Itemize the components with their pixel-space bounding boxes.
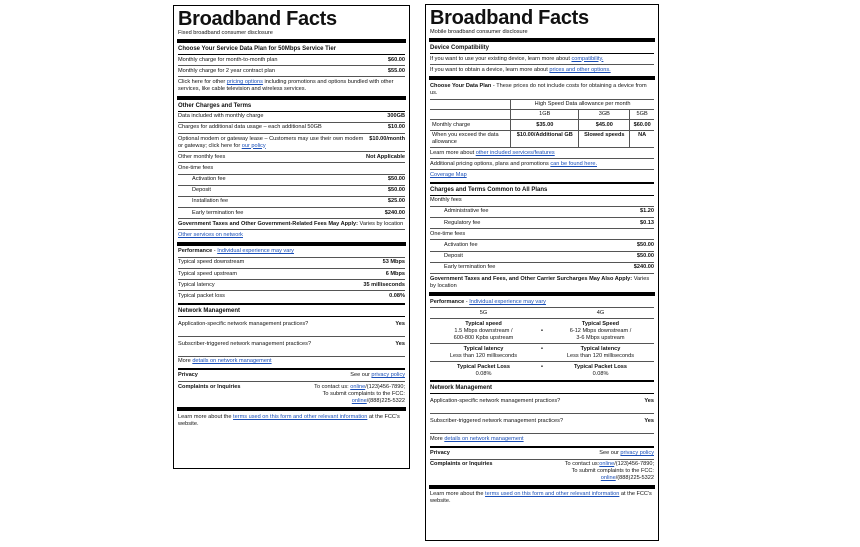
text: - bbox=[464, 298, 470, 305]
latency-4g-cell bbox=[547, 346, 654, 360]
table-cell bbox=[430, 109, 511, 119]
text: /(888)225-5322 bbox=[366, 397, 405, 404]
performance-link[interactable]: Individual experience may vary bbox=[469, 298, 546, 305]
row-label: Typical speed upstream bbox=[178, 270, 238, 277]
label-title: Broadband Facts bbox=[430, 7, 589, 29]
data-included-row bbox=[178, 112, 405, 123]
row-value: 0.08% bbox=[389, 292, 405, 299]
row-label: Application-specific network management practices? bbox=[178, 320, 309, 327]
text: 0.08% bbox=[475, 370, 492, 377]
network-header: Network Management bbox=[178, 306, 405, 317]
text: Less than 120 milliseconds bbox=[449, 352, 518, 359]
text: Varies by location bbox=[357, 220, 404, 227]
text: Click here for other bbox=[178, 78, 227, 85]
text: To submit complaints to the FCC: bbox=[322, 390, 405, 397]
privacy-row bbox=[430, 449, 654, 460]
text: Choose Your Data Plan bbox=[430, 82, 492, 89]
row-value: $240.00 bbox=[384, 209, 405, 216]
table-cell: NA bbox=[630, 130, 654, 147]
installation-row bbox=[178, 197, 405, 208]
label-subtitle: Fixed broadband consumer disclosure bbox=[178, 30, 273, 36]
row-value: $25.00 bbox=[387, 198, 405, 205]
divider bbox=[430, 182, 654, 184]
table-cell: $10.00/Additional GB bbox=[511, 130, 579, 147]
monthly-fees-row bbox=[430, 196, 654, 207]
row-label: Monthly fees bbox=[430, 197, 462, 204]
latency-row bbox=[430, 344, 654, 362]
bullet-icon: • bbox=[541, 327, 543, 334]
network-details-link[interactable]: details on network management bbox=[444, 435, 524, 442]
row-label: Application-specific network management practices? bbox=[430, 398, 561, 405]
text: 1.5 Mbps downstream / bbox=[454, 327, 513, 334]
other-services-text bbox=[178, 230, 405, 240]
device-existing-text bbox=[430, 54, 654, 65]
row-label: One-time fees bbox=[430, 230, 466, 237]
contact-info bbox=[565, 461, 654, 482]
speed-up-row bbox=[178, 269, 405, 280]
row-value: 300GB bbox=[387, 113, 405, 120]
text: including promotions and options bundled with other services, like cable television and wireless services. bbox=[178, 78, 394, 92]
table-group-header: High Speed Data allowance per month bbox=[511, 99, 654, 109]
plan-column-header: 1GB bbox=[511, 109, 579, 119]
plan-header: Choose Your Service Data Plan for 50Mbps Service Tier bbox=[178, 44, 405, 55]
row-label: Subscriber-triggered network management practices? bbox=[430, 418, 564, 425]
complaints-row bbox=[178, 382, 405, 406]
table-cell: $35.00 bbox=[511, 120, 579, 130]
table-cell bbox=[430, 99, 511, 109]
text: - These prices do not include costs for obtaining a device from us. bbox=[430, 82, 647, 96]
subscriber-mgmt-row bbox=[178, 337, 405, 357]
additional-data-row bbox=[178, 123, 405, 134]
row-value: $10.00 bbox=[387, 124, 405, 131]
row-label: Complaints or Inquiries bbox=[178, 383, 241, 390]
divider bbox=[429, 76, 655, 80]
text: Additional pricing options, plans and promotions bbox=[430, 160, 551, 167]
text: Varies by location bbox=[430, 275, 650, 289]
cell-heading: Typical speed bbox=[465, 320, 502, 327]
row-value: Yes bbox=[644, 418, 654, 425]
admin-fee-row bbox=[430, 207, 654, 218]
table-row bbox=[430, 130, 654, 147]
row-label: Monthly charge bbox=[430, 120, 511, 130]
prices-options-link[interactable]: prices and other options. bbox=[549, 66, 611, 73]
row-label: Subscriber-triggered network management practices? bbox=[178, 340, 312, 347]
device-obtain-text bbox=[430, 65, 654, 75]
learn-more-text bbox=[178, 412, 405, 429]
performance-link[interactable]: Individual experience may vary bbox=[217, 248, 294, 255]
activation-row bbox=[178, 175, 405, 186]
divider bbox=[430, 446, 654, 448]
text: Government Taxes and Fees, and Other Carrier Surcharges May Also Apply: bbox=[430, 275, 633, 282]
speed-row bbox=[430, 319, 654, 344]
regulatory-fee-row bbox=[430, 218, 654, 229]
divider bbox=[178, 303, 405, 305]
row-value: $60.00 bbox=[387, 56, 405, 63]
row-value: $50.00 bbox=[636, 253, 654, 260]
coverage-map-link[interactable]: Coverage Map bbox=[430, 172, 467, 179]
learn-more-text bbox=[430, 490, 654, 507]
divider bbox=[429, 292, 655, 296]
text: /(123)456-7890; bbox=[614, 461, 654, 468]
row-label: Deposit bbox=[444, 253, 463, 260]
row-label bbox=[178, 136, 365, 150]
fcc-online-link[interactable]: online bbox=[600, 475, 616, 482]
mobile-broadband-label bbox=[425, 4, 659, 541]
row-label: Typical speed downstream bbox=[178, 259, 245, 266]
gen-4g-label: 4G bbox=[596, 309, 605, 316]
cell-heading: Typical Packet Loss bbox=[573, 363, 628, 370]
speed-down-row bbox=[178, 258, 405, 269]
row-value: 53 Mbps bbox=[382, 259, 405, 266]
row-label: Early termination fee bbox=[444, 264, 496, 271]
row-value: $50.00 bbox=[387, 176, 405, 183]
plan-column-header: 3GB bbox=[579, 109, 630, 119]
text: 3-6 Mbps upstream bbox=[576, 334, 625, 341]
table-cell: Slowed speeds bbox=[579, 130, 630, 147]
row-label: Deposit bbox=[192, 187, 211, 194]
row-label: Activation fee bbox=[192, 176, 226, 183]
packet-loss-row bbox=[178, 291, 405, 301]
other-monthly-row bbox=[178, 152, 405, 163]
cell-heading: Typical latency bbox=[463, 345, 504, 352]
divider bbox=[177, 242, 406, 246]
additional-pricing-text bbox=[430, 159, 654, 170]
text: If you want to use your existing device, learn more about bbox=[430, 55, 572, 62]
text: To contact us: bbox=[314, 383, 351, 390]
label-title: Broadband Facts bbox=[178, 8, 337, 30]
plan-header bbox=[430, 81, 654, 98]
early-term-row bbox=[178, 208, 405, 219]
gov-taxes-text bbox=[178, 219, 405, 230]
divider bbox=[430, 380, 654, 382]
latency-row bbox=[178, 280, 405, 291]
performance-header bbox=[430, 297, 654, 308]
fcc-terms-link[interactable]: terms used on this form and other relevant information bbox=[233, 413, 368, 420]
row-value: $50.00 bbox=[387, 187, 405, 194]
row-label: Other monthly fees bbox=[178, 153, 226, 160]
privacy-policy-link[interactable]: privacy policy bbox=[371, 372, 405, 379]
divider bbox=[177, 407, 406, 411]
more-details-text bbox=[178, 357, 405, 367]
network-header: Network Management bbox=[430, 383, 654, 394]
text: /(123)456-7890; bbox=[365, 383, 405, 390]
contact-info bbox=[314, 384, 405, 405]
row-label: Charges for additional data usage – each additional 50GB bbox=[178, 124, 322, 131]
complaints-row bbox=[430, 460, 654, 484]
row-label: When you exceed the data allowance bbox=[430, 130, 511, 147]
row-value: Yes bbox=[395, 340, 405, 347]
table-cell: $60.00 bbox=[630, 120, 654, 130]
text: 6-12 Mbps downstream / bbox=[569, 327, 632, 334]
text: If you want to obtain a device, learn more about bbox=[430, 66, 550, 73]
monthly-2yr-row bbox=[178, 66, 405, 77]
text: Government Taxes and Other Government-Related Fees May Apply: bbox=[178, 220, 358, 227]
privacy-policy-link[interactable]: privacy policy bbox=[620, 450, 654, 457]
app-mgmt-row bbox=[430, 394, 654, 414]
coverage-text bbox=[430, 170, 654, 180]
device-header: Device Compatibility bbox=[430, 43, 654, 54]
row-label: Activation fee bbox=[444, 241, 478, 248]
one-time-row bbox=[430, 229, 654, 240]
row-value: Yes bbox=[395, 320, 405, 327]
other-services-link[interactable]: Other services on network bbox=[178, 232, 243, 239]
row-label: Early termination fee bbox=[192, 209, 244, 216]
modem-policy-link[interactable]: our policy bbox=[241, 142, 266, 149]
cell-heading: Typical Speed bbox=[581, 320, 620, 327]
early-term-row bbox=[430, 263, 654, 274]
other-services-link[interactable]: other included services/features bbox=[475, 149, 555, 156]
row-value: $55.00 bbox=[387, 67, 405, 74]
row-value: 6 Mbps bbox=[385, 270, 405, 277]
modem-row bbox=[178, 134, 405, 152]
contact-online-link[interactable]: online bbox=[350, 383, 366, 390]
more-details-text bbox=[430, 434, 654, 444]
row-value: Not Applicable bbox=[366, 153, 405, 160]
other-services-text bbox=[430, 148, 654, 159]
activation-row bbox=[430, 240, 654, 251]
plan-column-header: 5GB bbox=[630, 109, 654, 119]
bullet-icon: • bbox=[541, 345, 543, 352]
row-value: Yes bbox=[644, 398, 654, 405]
text: Learn more about the bbox=[178, 413, 234, 420]
row-label: Installation fee bbox=[192, 198, 229, 205]
text: More bbox=[178, 358, 193, 365]
text: More bbox=[430, 435, 445, 442]
privacy-text bbox=[599, 450, 654, 457]
performance-header bbox=[178, 247, 405, 258]
row-value: $10.00/month bbox=[369, 135, 405, 142]
divider bbox=[429, 38, 655, 42]
charges-header: Other Charges and Terms bbox=[178, 101, 405, 112]
table-cell: $45.00 bbox=[579, 120, 630, 130]
row-value: $1.20 bbox=[640, 208, 654, 215]
row-label: Typical latency bbox=[178, 281, 215, 288]
row-label: Privacy bbox=[178, 372, 198, 379]
row-value: $240.00 bbox=[633, 264, 654, 271]
text: at the FCC's website. bbox=[430, 491, 652, 505]
text: 600-800 Kpbs upstream bbox=[453, 334, 514, 341]
row-label: Privacy bbox=[430, 450, 450, 457]
loss-5g-cell bbox=[430, 364, 537, 378]
row-value: 35 milliseconds bbox=[363, 281, 405, 288]
row-label: Monthly charge for 2 year contract plan bbox=[178, 67, 276, 74]
generation-header-row bbox=[430, 308, 654, 319]
fcc-terms-link[interactable]: terms used on this form and other relevant information bbox=[485, 491, 620, 498]
text: Learn more about the bbox=[430, 491, 486, 498]
table-row bbox=[430, 99, 654, 109]
label-subtitle: Mobile broadband consumer disclosure bbox=[430, 29, 528, 35]
latency-5g-cell bbox=[430, 346, 537, 360]
text: /(888)225-5322 bbox=[615, 475, 654, 482]
subscriber-mgmt-row bbox=[430, 414, 654, 434]
row-value: $50.00 bbox=[636, 241, 654, 248]
fixed-broadband-label bbox=[173, 5, 410, 469]
network-details-link[interactable]: details on network management bbox=[192, 358, 272, 365]
deposit-row bbox=[178, 186, 405, 197]
packet-loss-row bbox=[430, 362, 654, 379]
gov-taxes-text bbox=[430, 274, 654, 291]
row-label: Data included with monthly charge bbox=[178, 113, 264, 120]
cell-heading: Typical Packet Loss bbox=[456, 363, 511, 370]
row-label: Regulatory fee bbox=[444, 219, 481, 226]
text: at the FCC's website. bbox=[178, 413, 400, 427]
text: See our bbox=[599, 450, 621, 457]
found-here-link[interactable]: can be found here. bbox=[550, 160, 597, 167]
privacy-row bbox=[178, 371, 405, 382]
row-label: Monthly charge for month-to-month plan bbox=[178, 56, 278, 63]
speed-4g-cell bbox=[547, 321, 654, 342]
contact-online-link[interactable]: online bbox=[599, 461, 615, 468]
text: To contact us: bbox=[564, 461, 600, 468]
data-plan-table bbox=[430, 99, 654, 149]
bullet-icon: • bbox=[541, 363, 543, 370]
text: Optional modem or gateway lease – Customers may use their own modem or gateway; click here for bbox=[178, 135, 364, 149]
table-row bbox=[430, 120, 654, 130]
text: Learn more about bbox=[430, 149, 476, 156]
text: Performance bbox=[178, 248, 213, 255]
other-pricing-text bbox=[178, 77, 405, 94]
loss-4g-cell bbox=[547, 364, 654, 378]
divider bbox=[177, 96, 406, 100]
speed-5g-cell bbox=[430, 321, 537, 342]
compatibility-link[interactable]: compatibility. bbox=[571, 55, 604, 62]
fcc-online-link[interactable]: online bbox=[351, 397, 367, 404]
text: See our bbox=[350, 372, 372, 379]
pricing-options-link[interactable]: pricing options bbox=[226, 78, 263, 85]
cell-heading: Typical latency bbox=[580, 345, 621, 352]
divider bbox=[177, 39, 406, 43]
text: To submit complaints to the FCC: bbox=[571, 468, 654, 475]
row-label: Complaints or Inquiries bbox=[430, 461, 493, 468]
charges-header: Charges and Terms Common to All Plans bbox=[430, 185, 654, 196]
app-mgmt-row bbox=[178, 317, 405, 337]
gen-5g-label: 5G bbox=[479, 309, 488, 316]
one-time-row bbox=[178, 163, 405, 174]
row-label: Typical packet loss bbox=[178, 292, 225, 299]
text: Performance bbox=[430, 298, 465, 305]
privacy-text bbox=[350, 372, 405, 379]
row-value: $0.13 bbox=[640, 219, 654, 226]
deposit-row bbox=[430, 252, 654, 263]
row-label: One-time fees bbox=[178, 164, 214, 171]
text: 0.08% bbox=[592, 370, 609, 377]
table-row bbox=[430, 109, 654, 119]
divider bbox=[429, 485, 655, 489]
text: - bbox=[212, 248, 218, 255]
text: Less than 120 milliseconds bbox=[566, 352, 635, 359]
monthly-m2m-row bbox=[178, 55, 405, 66]
spacer bbox=[537, 310, 547, 317]
row-label: Administrative fee bbox=[444, 208, 489, 215]
divider bbox=[178, 368, 405, 370]
